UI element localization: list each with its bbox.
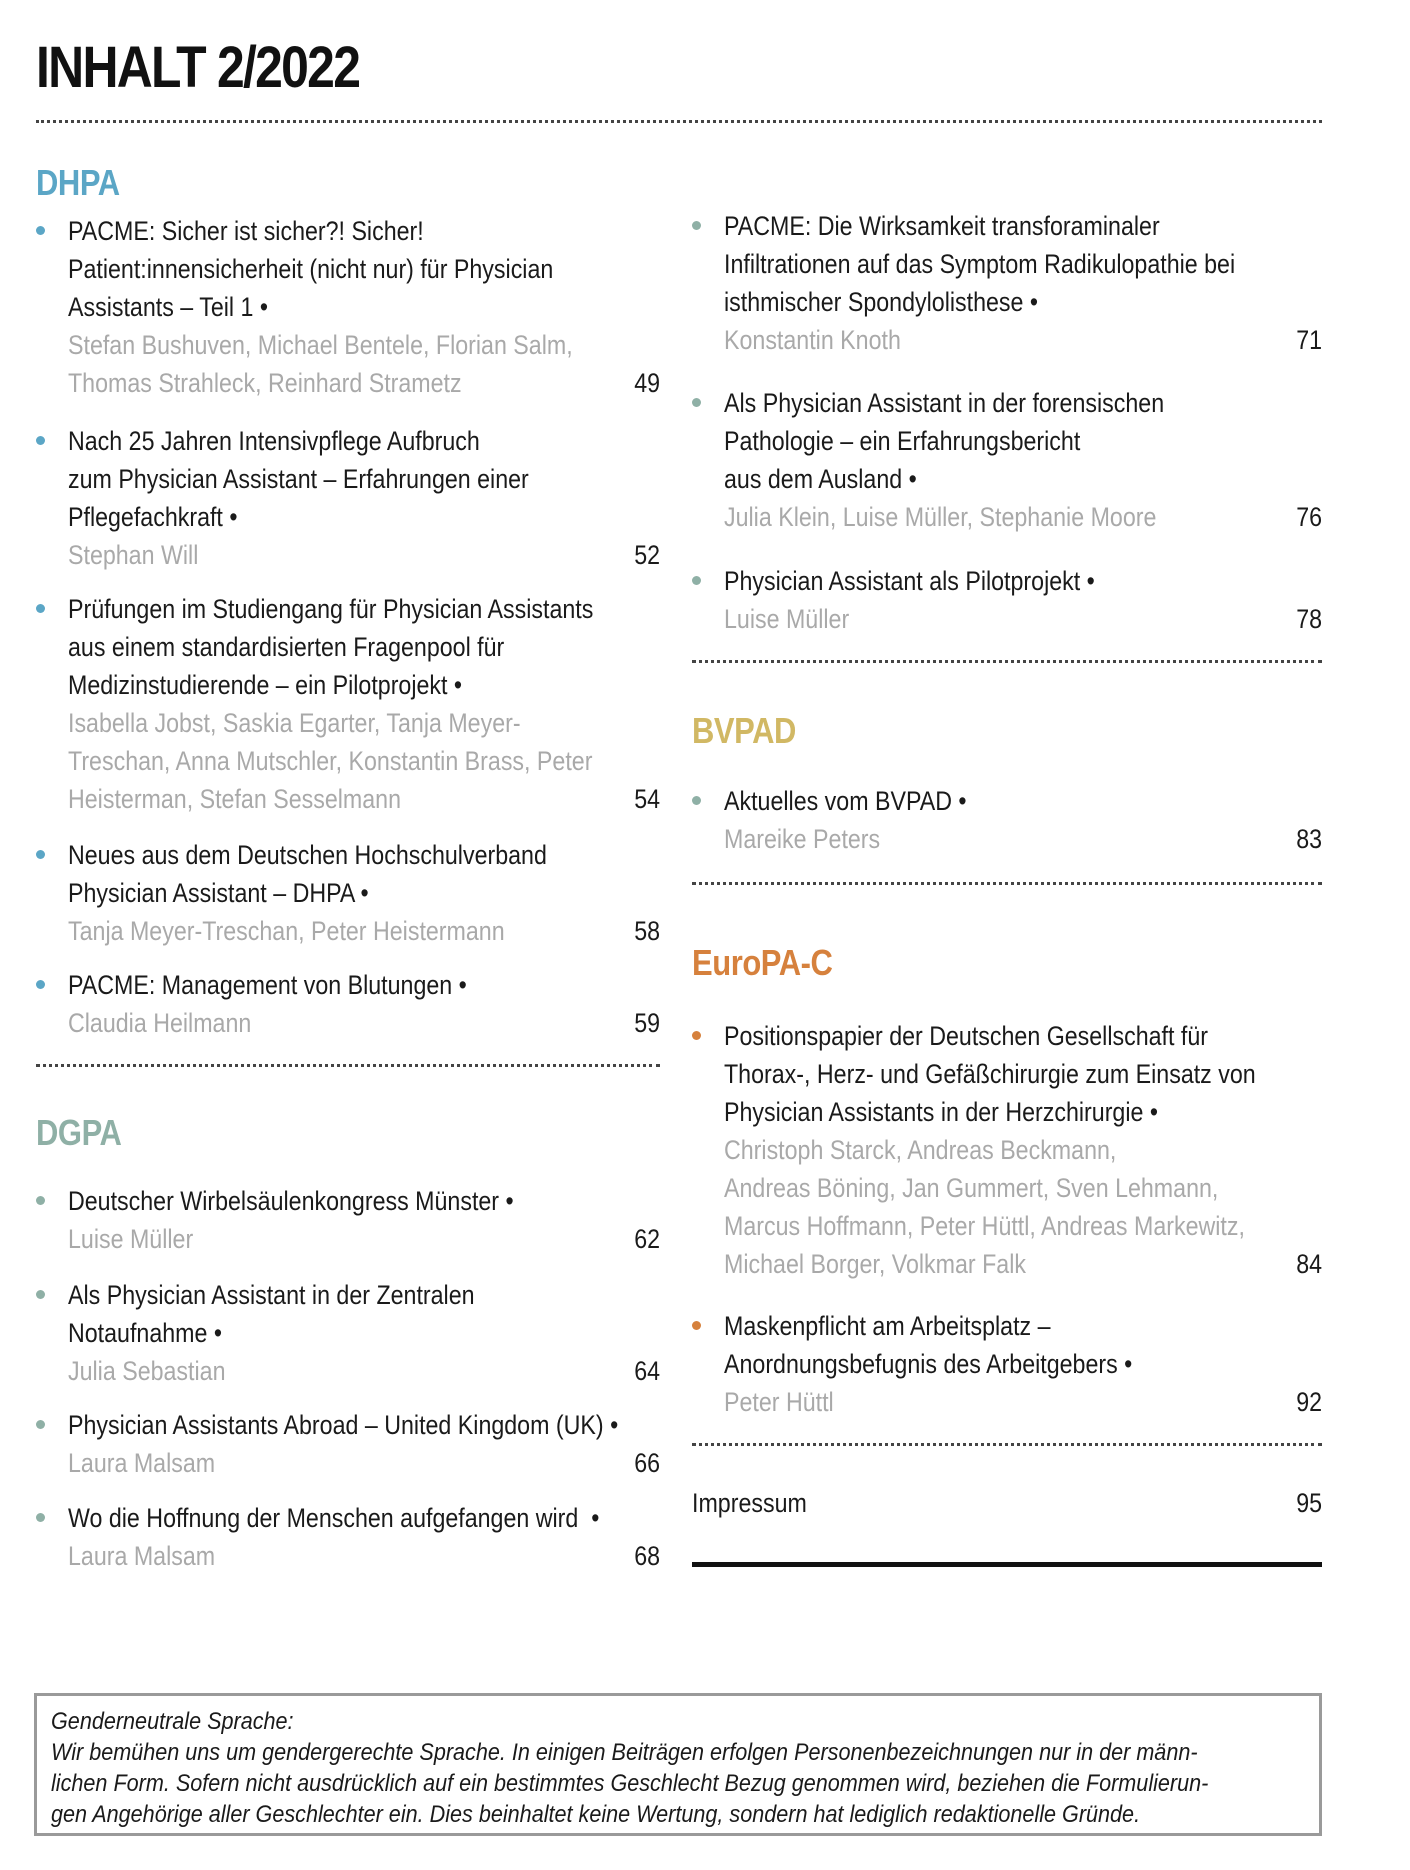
bullet-icon (36, 850, 45, 859)
entry-title: Maskenpflicht am Arbeitsplatz – Anordnungsbefugnis des Arbeitgebers • (724, 1311, 1133, 1379)
title-divider (36, 120, 1322, 123)
entry-title: Prüfungen im Studiengang für Physician Assistants aus einem standardisierten Fragenpool für Medizinstudierende – ein Pilotprojekt • (68, 594, 594, 700)
entry-title: Als Physician Assistant in der forensischen Pathologie – ein Erfahrungsbericht aus dem Ausland • (724, 388, 1165, 494)
bullet-icon (692, 796, 701, 805)
toc-entry[interactable] (36, 212, 660, 402)
toc-entry[interactable] (36, 1406, 660, 1482)
toc-entry[interactable] (692, 384, 1322, 536)
entry-authors: Konstantin Knoth (724, 325, 901, 355)
bullet-icon (36, 226, 45, 235)
bullet-icon (692, 221, 701, 230)
bullet-icon (692, 1321, 701, 1330)
toc-entry[interactable] (692, 782, 1322, 858)
entry-page-number: 54 (634, 784, 660, 814)
entry-page-number: 71 (1296, 325, 1322, 355)
entry-page-number: 78 (1296, 604, 1322, 634)
entry-title: Deutscher Wirbelsäulenkongress Münster • (68, 1186, 514, 1216)
bullet-icon (36, 604, 45, 613)
entry-page-number: 76 (1296, 502, 1322, 532)
entry-title: PACME: Management von Blutungen • (68, 970, 467, 1000)
entry-authors: Mareike Peters (724, 824, 881, 854)
end-rule (692, 1562, 1322, 1567)
toc-entry[interactable] (36, 590, 660, 818)
entry-page-number: 83 (1296, 824, 1322, 854)
gender-note-box (34, 1693, 1322, 1836)
entry-authors: Luise Müller (724, 604, 850, 634)
section-heading-dhpa: DHPA (36, 162, 120, 203)
page-title: INHALT 2/2022 (36, 35, 360, 100)
bullet-icon (36, 1420, 45, 1429)
entry-authors: Stefan Bushuven, Michael Bentele, Florian Salm, Thomas Strahleck, Reinhard Strametz (68, 330, 573, 398)
entry-title: Als Physician Assistant in der Zentralen Notaufnahme • (68, 1280, 475, 1348)
entry-title: Nach 25 Jahren Intensivpflege Aufbruch zum Physician Assistant – Erfahrungen einer Pflegefachkraft • (68, 426, 529, 532)
entry-authors: Laura Malsam (68, 1541, 216, 1571)
entry-authors: Tanja Meyer-Treschan, Peter Heistermann (68, 916, 505, 946)
entry-authors: Isabella Jobst, Saskia Egarter, Tanja Meyer- Treschan, Anna Mutschler, Konstantin Brass, Peter Heisterman, Stefan Sesselmann (68, 708, 593, 814)
gender-note-text: Genderneutrale Sprache: Wir bemühen uns um gendergerechte Sprache. In einigen Beiträgen erfolgen Personenbezeichnungen nur in der männ- lichen Form. Sofern nicht ausdrücklich auf ein bestimmtes Geschlecht Bezug genommen wird, beziehen die Formulierun- gen Angehörige aller Geschlechter ein. Dies beinhaltet keine Wertung, sondern hat lediglich redaktionelle Gründe. (51, 1708, 1209, 1828)
entry-authors: Claudia Heilmann (68, 1008, 252, 1038)
toc-entry[interactable] (36, 1499, 660, 1575)
entry-page-number: 64 (634, 1356, 660, 1386)
section-divider (692, 882, 1322, 885)
entry-page-number: 62 (634, 1224, 660, 1254)
section-heading-bvpad: BVPAD (692, 710, 796, 751)
toc-entry[interactable] (692, 207, 1322, 359)
bullet-icon (36, 1290, 45, 1299)
toc-entry[interactable] (692, 1017, 1322, 1283)
section-divider (36, 1064, 660, 1067)
entry-page-number: 84 (1296, 1249, 1322, 1279)
bullet-icon (36, 1513, 45, 1522)
bullet-icon (692, 398, 701, 407)
entry-page-number: 59 (634, 1008, 660, 1038)
bullet-icon (692, 1031, 701, 1040)
bullet-icon (36, 1196, 45, 1205)
entry-page-number: 52 (634, 540, 660, 570)
entry-title: Aktuelles vom BVPAD • (724, 786, 967, 816)
section-heading-dgpa: DGPA (36, 1112, 122, 1153)
section-divider (692, 660, 1322, 663)
entry-page-number: 66 (634, 1448, 660, 1478)
bullet-icon (36, 980, 45, 989)
entry-title: PACME: Die Wirksamkeit transforaminaler Infiltrationen auf das Symptom Radikulopathie bei isthmischer Spondylolisthese • (724, 211, 1236, 317)
bullet-icon (36, 436, 45, 445)
toc-entry[interactable] (692, 562, 1322, 638)
entry-title: Physician Assistants Abroad – United Kingdom (UK) • (68, 1410, 619, 1440)
entry-page-number: 49 (634, 368, 660, 398)
entry-title: Neues aus dem Deutschen Hochschulverband Physician Assistant – DHPA • (68, 840, 547, 908)
toc-entry[interactable] (36, 1182, 660, 1258)
entry-authors: Laura Malsam (68, 1448, 216, 1478)
entry-authors: Julia Klein, Luise Müller, Stephanie Moore (724, 502, 1157, 532)
entry-page-number: 92 (1296, 1387, 1322, 1417)
entry-authors: Christoph Starck, Andreas Beckmann, Andreas Böning, Jan Gummert, Sven Lehmann, Marcus Hoffmann, Peter Hüttl, Andreas Markewitz, Michael Borger, Volkmar Falk (724, 1135, 1245, 1279)
entry-authors: Julia Sebastian (68, 1356, 226, 1386)
toc-entry[interactable] (36, 422, 660, 574)
entry-title: PACME: Sicher ist sicher?! Sicher! Patient:innensicherheit (nicht nur) für Physician Assistants – Teil 1 • (68, 216, 554, 322)
bullet-icon (692, 576, 701, 585)
entry-title: Physician Assistant als Pilotprojekt • (724, 566, 1095, 596)
entry-authors: Luise Müller (68, 1224, 194, 1254)
section-divider (692, 1443, 1322, 1446)
toc-entry[interactable] (36, 1276, 660, 1390)
entry-page-number: 58 (634, 916, 660, 946)
entry-title: Wo die Hoffnung der Menschen aufgefangen wird • (68, 1503, 600, 1533)
toc-entry[interactable] (36, 966, 660, 1042)
entry-authors: Stephan Will (68, 540, 199, 570)
impressum-page-number: 95 (1296, 1488, 1322, 1518)
toc-entry[interactable] (36, 836, 660, 950)
impressum-link[interactable]: Impressum (692, 1488, 807, 1518)
entry-title: Positionspapier der Deutschen Gesellschaft für Thorax-, Herz- und Gefäßchirurgie zum Einsatz von Physician Assistants in der Herzchirurgie • (724, 1021, 1256, 1127)
entry-authors: Peter Hüttl (724, 1387, 834, 1417)
section-heading-europa-c: EuroPA-C (692, 942, 833, 983)
toc-entry[interactable] (692, 1307, 1322, 1421)
entry-page-number: 68 (634, 1541, 660, 1571)
